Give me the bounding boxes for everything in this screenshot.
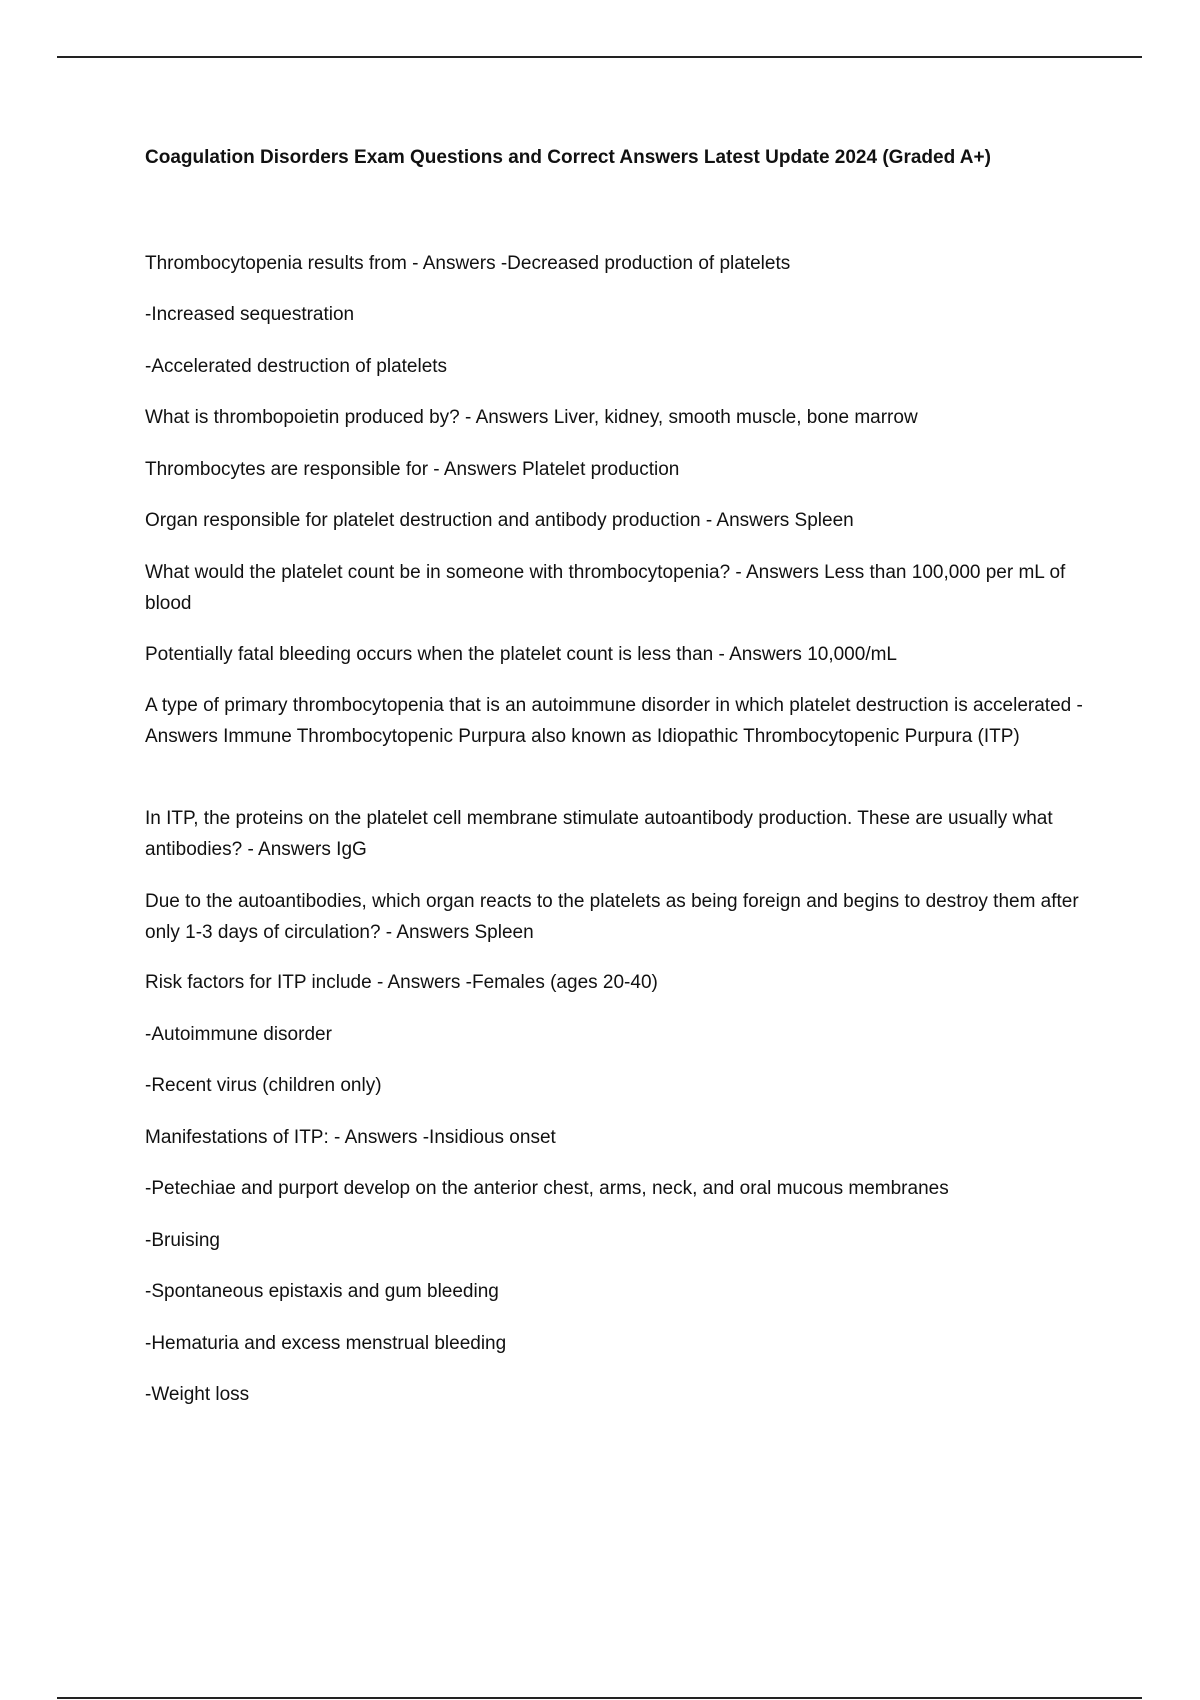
line-1: Thrombocytopenia results from - Answers -Decreased production of platelets: [145, 253, 791, 274]
top-rule: [57, 56, 1142, 58]
line-7: What would the platelet count be in someone with thrombocytopenia? - Answers Less than 100,000 per mL of blood: [145, 562, 1066, 614]
line-15: Manifestations of ITP: - Answers -Insidious onset: [145, 1127, 556, 1148]
line-16: -Petechiae and purport develop on the anterior chest, arms, neck, and oral mucous membranes: [145, 1178, 949, 1199]
line-3: -Accelerated destruction of platelets: [145, 356, 448, 377]
line-17: -Bruising: [145, 1230, 220, 1251]
document-title: Coagulation Disorders Exam Questions and Correct Answers Latest Update 2024 (Graded A+): [145, 147, 991, 168]
line-19: -Hematuria and excess menstrual bleeding: [145, 1333, 507, 1354]
line-11: Due to the autoantibodies, which organ reacts to the platelets as being foreign and begins to destroy them after only 1-3 days of circulation? - Answers Spleen: [145, 891, 1079, 943]
line-10: In ITP, the proteins on the platelet cell membrane stimulate autoantibody production. These are usually what antibodies? - Answers IgG: [145, 808, 1053, 860]
line-9: A type of primary thrombocytopenia that is an autoimmune disorder in which platelet destruction is accelerated - Answers Immune Thrombocytopenic Purpura also known as Idiopathic Thrombocytopenic Purpura (ITP): [145, 695, 1083, 747]
line-2: -Increased sequestration: [145, 304, 355, 325]
line-4: What is thrombopoietin produced by? - Answers Liver, kidney, smooth muscle, bone marrow: [145, 407, 918, 428]
line-14: -Recent virus (children only): [145, 1075, 382, 1096]
bottom-rule: [57, 1697, 1142, 1699]
line-8: Potentially fatal bleeding occurs when the platelet count is less than - Answers 10,000/mL: [145, 644, 897, 665]
line-18: -Spontaneous epistaxis and gum bleeding: [145, 1281, 499, 1302]
line-12: Risk factors for ITP include - Answers -Females (ages 20-40): [145, 972, 658, 993]
line-13: -Autoimmune disorder: [145, 1024, 332, 1045]
line-20: -Weight loss: [145, 1384, 250, 1405]
line-5: Thrombocytes are responsible for - Answers Platelet production: [145, 459, 680, 480]
line-6: Organ responsible for platelet destruction and antibody production - Answers Spleen: [145, 510, 854, 531]
